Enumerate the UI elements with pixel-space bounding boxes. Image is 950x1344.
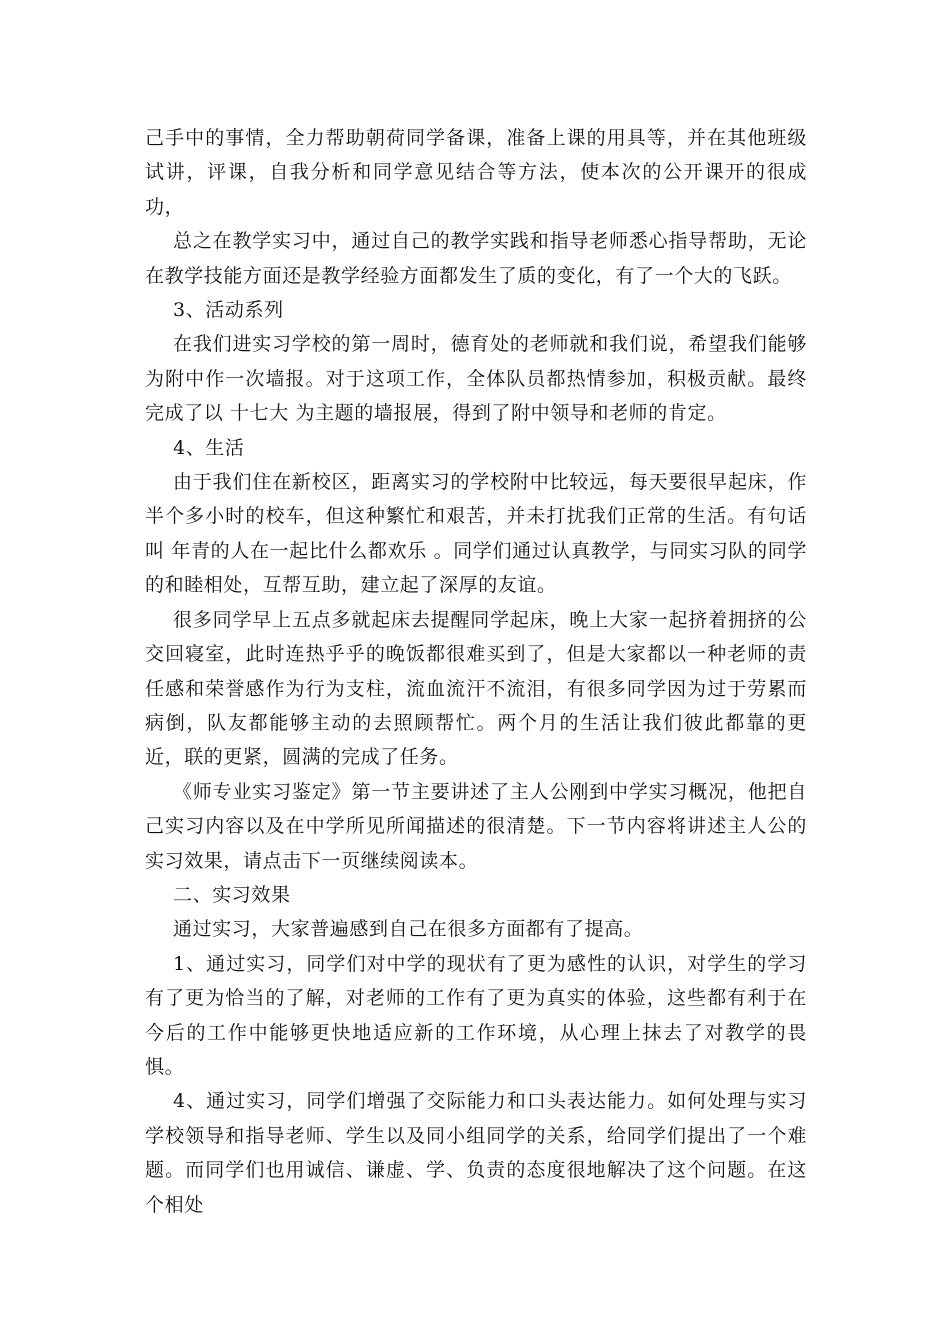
paragraph-continuation: 己手中的事情，全力帮助朝荷同学备课，准备上课的用具等，并在其他班级试讲，评课，自我分析和同学意见结合等方法，使本次的公开课开的很成功， (145, 127, 807, 218)
paragraph-effect-1: 1、通过实习，同学们对中学的现状有了更为感性的认识，对学生的学习有了更为恰当的了解，对老师的工作有了更为真实的体验，这些都有利于在今后的工作中能够更快地适应新的工作环境，从心理上抹去了对教学的畏惧。 (145, 952, 807, 1078)
paragraph-early-mornings: 很多同学早上五点多就起床去提醒同学起床，晚上大家一起挤着拥挤的公交回寝室，此时连热乎乎的晚饭都很难买到了，但是大家都以一种老师的责任感和荣誉感作为行为支柱，流血流汗不流泪，有很多同学因为过于劳累而病倒，队友都能够主动的去照顾帮忙。两个月的生活让我们彼此都靠的更近，联的更紧，圆满的完成了任务。 (145, 608, 807, 769)
paragraph-summary: 总之在教学实习中，通过自己的教学实践和指导老师悉心指导帮助，无论在教学技能方面还是教学经验方面都发生了质的变化，有了一个大的飞跃。 (145, 230, 807, 287)
paragraph-wall-newspaper: 在我们进实习学校的第一周时，德育处的老师就和我们说，希望我们能够为附中作一次墙报。对于这项工作，全体队员都热情参加，积极贡献。最终完成了以 十七大 为主题的墙报展，得到了附中领导和老师的肯定。 (145, 333, 807, 425)
document-body (145, 121, 807, 1222)
paragraph-reading-note: 《师专业实习鉴定》第一节主要讲述了主人公刚到中学实习概况，他把自己实习内容以及在中学所见所闻描述的很清楚。下一节内容将讲述主人公的实习效果，请点击下一页继续阅读本。 (145, 780, 807, 872)
paragraph-campus-life: 由于我们住在新校区，距离实习的学校附中比较远，每天要很早起床，作半个多小时的校车，但这种繁忙和艰苦，并未打扰我们正常的生活。有句话叫 年青的人在一起比什么都欢乐 。同学们通过认真教学，与同实习队的同学的和睦相处，互帮互助，建立起了深厚的友谊。 (145, 471, 807, 597)
paragraph-effect-4: 4、通过实习，同学们增强了交际能力和口头表达能力。如何处理与实习学校领导和指导老师、学生以及同小组同学的关系，给同学们提出了一个难题。而同学们也用诚信、谦虚、学、负责的态度很地解决了这个问题。在这个相处 (145, 1090, 807, 1216)
paragraph-effects-intro: 通过实习，大家普遍感到自己在很多方面都有了提高。 (173, 918, 644, 941)
section-heading-effects: 二、实习效果 (173, 883, 291, 906)
section-heading-life: 4、生活 (173, 436, 245, 459)
section-heading-activities: 3、活动系列 (173, 299, 284, 322)
